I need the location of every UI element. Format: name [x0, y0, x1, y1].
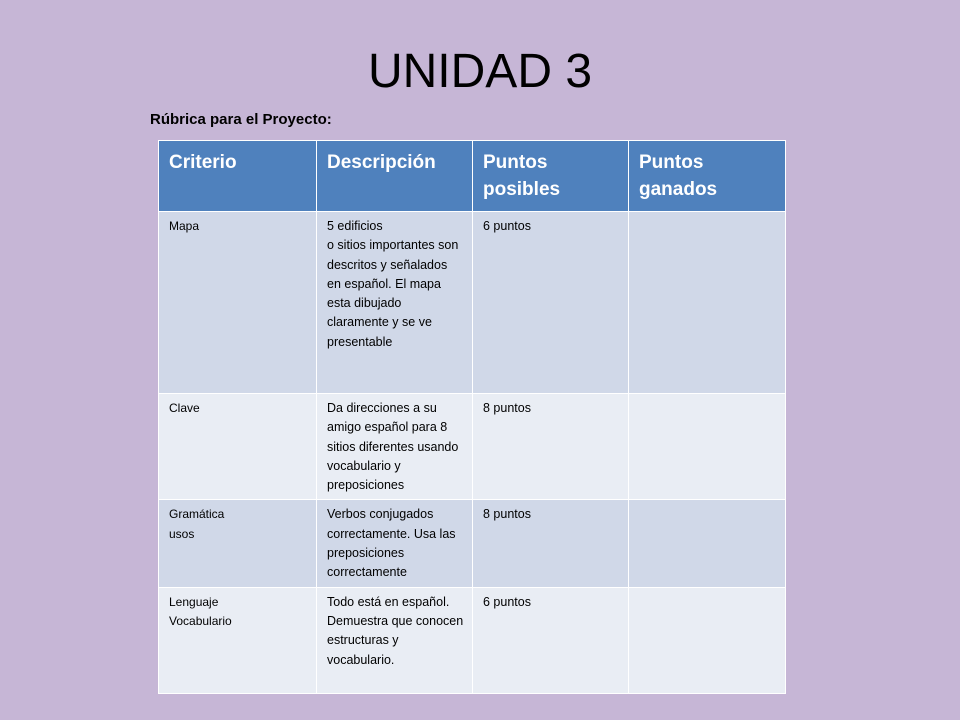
table-row: [159, 587, 786, 693]
cell-puntos-ganados: [629, 212, 786, 394]
cell-puntos-ganados: [629, 587, 786, 693]
cell-criterio: Gramática usos: [159, 500, 317, 587]
cell-descripcion: 5 edificios o sitios importantes son descritos y señalados en español. El mapa esta dibujado claramente y se ve presentable: [317, 212, 473, 394]
cell-descripcion: Verbos conjugados correctamente. Usa las preposiciones correctamente: [317, 500, 473, 587]
header-descripcion: Descripción: [317, 141, 473, 212]
cell-puntos-ganados: [629, 394, 786, 500]
slide-title: UNIDAD 3: [367, 45, 593, 98]
header-puntos-ganados: Puntos ganados: [629, 141, 786, 212]
cell-criterio: Mapa: [159, 212, 317, 394]
header-puntos-posibles: Puntos posibles: [473, 141, 629, 212]
cell-puntos-posibles: 6 puntos: [473, 587, 629, 693]
cell-descripcion: Todo está en español. Demuestra que conocen estructuras y vocabulario.: [317, 587, 473, 693]
cell-puntos-posibles: 8 puntos: [473, 500, 629, 587]
cell-descripcion: Da direcciones a su amigo español para 8 sitios diferentes usando vocabulario y preposiciones: [317, 394, 473, 500]
rubric-subtitle: Rúbrica para el Proyecto:: [150, 111, 332, 128]
rubric-table: [158, 140, 786, 694]
cell-puntos-posibles: 6 puntos: [473, 212, 629, 394]
cell-criterio: Clave: [159, 394, 317, 500]
table-row: [159, 394, 786, 500]
header-criterio: Criterio: [159, 141, 317, 212]
cell-puntos-ganados: [629, 500, 786, 587]
table-row: [159, 500, 786, 587]
cell-criterio: Lenguaje Vocabulario: [159, 587, 317, 693]
table-row: [159, 212, 786, 394]
table-header-row: [159, 141, 786, 212]
cell-puntos-posibles: 8 puntos: [473, 394, 629, 500]
